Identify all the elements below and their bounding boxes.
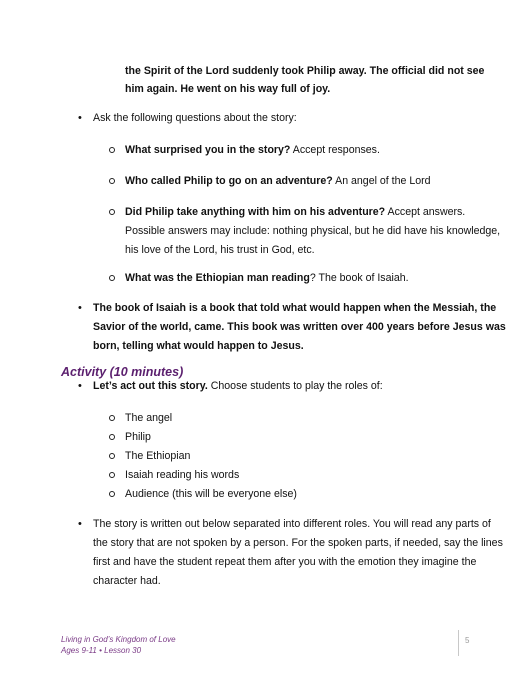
answer-text: Accept responses. xyxy=(290,144,380,156)
activity-lead-rest: Choose students to play the roles of: xyxy=(207,380,383,392)
question-text: Who called Philip to go on an adventure? xyxy=(125,175,333,187)
bullet-icon: • xyxy=(78,112,82,124)
circle-bullet-icon xyxy=(109,209,115,215)
footer-title: Living in God’s Kingdom of Love xyxy=(61,635,176,644)
role-item: The angel xyxy=(125,412,173,424)
activity-heading: Activity (10 minutes) xyxy=(61,365,184,379)
question-3-answer-line-3: his love of the Lord, his trust in God, etc. xyxy=(125,244,315,256)
answer-text: Accept answers. xyxy=(385,206,466,218)
question-1 xyxy=(125,140,380,160)
passage-line-1: the Spirit of the Lord suddenly took Philip away. The official did not see xyxy=(125,65,485,77)
circle-bullet-icon xyxy=(109,453,115,459)
question-2 xyxy=(125,171,431,191)
circle-bullet-icon xyxy=(109,178,115,184)
question-text: What was the Ethiopian man reading xyxy=(125,272,310,284)
activity-lead xyxy=(93,376,383,396)
footer-divider xyxy=(458,630,459,656)
role-item: Isaiah reading his words xyxy=(125,469,240,481)
circle-bullet-icon xyxy=(109,472,115,478)
activity-lead-bold: Let’s act out this story. xyxy=(93,380,208,392)
isaiah-note-line-3: born, telling what would happen to Jesus. xyxy=(93,340,304,352)
questions-intro: Ask the following questions about the story: xyxy=(93,112,297,124)
question-3 xyxy=(125,202,465,222)
answer-text: ? The book of Isaiah. xyxy=(309,272,409,284)
bullet-icon: • xyxy=(78,518,82,530)
circle-bullet-icon xyxy=(109,434,115,440)
instructions-line-1: The story is written out below separated into different roles. You will read any parts of xyxy=(93,518,491,530)
question-3-answer-line-2: Possible answers may include: nothing physical, but he did have his knowledge, xyxy=(125,225,501,237)
role-item: The Ethiopian xyxy=(125,450,191,462)
page-number: 5 xyxy=(465,636,470,645)
role-item: Audience (this will be everyone else) xyxy=(125,488,297,500)
circle-bullet-icon xyxy=(109,415,115,421)
question-text: What surprised you in the story? xyxy=(125,144,291,156)
question-4 xyxy=(125,268,409,288)
instructions-line-4: character had. xyxy=(93,575,161,587)
isaiah-note-line-1: The book of Isaiah is a book that told what would happen when the Messiah, the xyxy=(93,302,497,314)
circle-bullet-icon xyxy=(109,491,115,497)
instructions-line-2: the story that are not spoken by a person. For the spoken parts, if needed, say the lines xyxy=(93,537,503,549)
bullet-icon: • xyxy=(78,380,82,392)
circle-bullet-icon xyxy=(109,147,115,153)
footer-subtitle: Ages 9-11 • Lesson 30 xyxy=(61,646,142,655)
question-text: Did Philip take anything with him on his adventure? xyxy=(125,206,386,218)
answer-text: An angel of the Lord xyxy=(332,175,431,187)
isaiah-note-line-2: Savior of the world, came. This book was written over 400 years before Jesus was xyxy=(93,321,506,333)
circle-bullet-icon xyxy=(109,275,115,281)
role-item: Philip xyxy=(125,431,151,443)
instructions-line-3: first and have the student repeat them after you with the emotion they imagine the xyxy=(93,556,477,568)
bullet-icon: • xyxy=(78,302,82,314)
passage-line-2: him again. He went on his way full of joy. xyxy=(125,83,331,95)
